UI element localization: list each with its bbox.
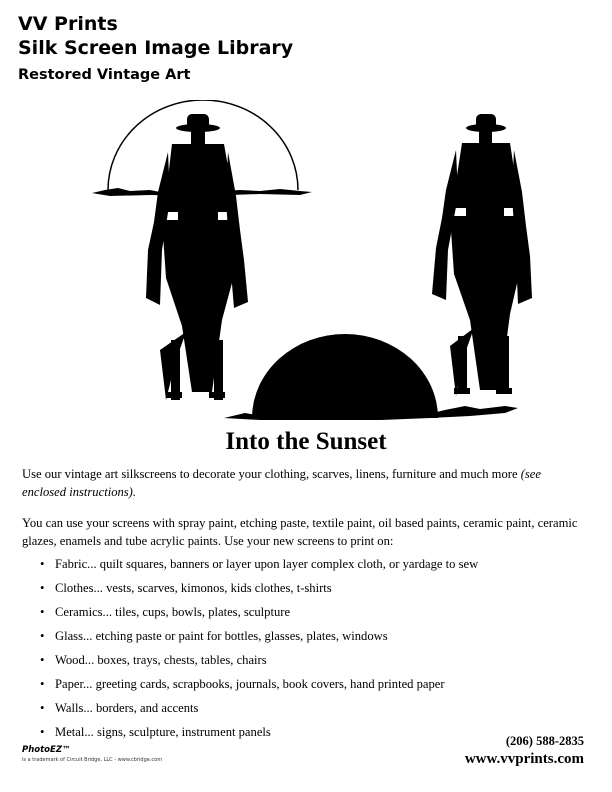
cowboy-riders-sunset-icon [0,100,612,430]
website-link[interactable]: www.vvprints.com [464,751,584,767]
design-title: Into the Sunset [225,428,387,455]
instructions-note: (see enclosed instructions). [22,467,541,499]
bullet: • [40,629,45,643]
sunset-filled [252,334,438,418]
phone-number: (206) 588-2835 [505,734,584,748]
bullet: • [40,725,45,739]
usage-paragraph: You can use your screens with spray paint, etching paste, textile paint, oil based paints, ceramic paint, ceramic glazes, enamels and tube acrylic paints. Use your new screens to print on: [22,516,578,548]
brand-name: VV Prints [18,13,118,35]
bullet: • [40,701,45,715]
list-item [40,627,478,651]
list-item [40,651,478,675]
header [18,12,293,85]
list-item-text: Walls... borders, and accents [55,701,199,715]
bullet: • [40,677,45,691]
list-item [40,723,478,743]
bullet: • [40,557,45,571]
library-name: Silk Screen Image Library [18,37,294,59]
list-item-text: Wood... boxes, trays, chests, tables, chairs [55,653,267,667]
list-item [40,555,478,579]
list-item [40,579,478,603]
list-item-text: Paper... greeting cards, scrapbooks, journals, book covers, hand printed paper [55,677,445,691]
list-item-text: Ceramics... tiles, cups, bowls, plates, sculpture [55,605,291,619]
list-item [40,603,478,627]
list-item-text: Fabric... quilt squares, banners or layer upon layer complex cloth, or yardage to sew [55,557,479,571]
bullet: • [40,653,45,667]
list-item [40,699,478,723]
surface-list [40,555,478,743]
photoez-logo [22,745,162,763]
list-item [40,675,478,699]
contact-block [465,733,584,769]
list-item-text: Clothes... vests, scarves, kimonos, kids clothes, t-shirts [55,581,332,595]
trademark-note: is a trademark of Circuit Bridge, LLC - www.cbridge.com [22,757,163,763]
intro-text: Use our vintage art silkscreens to decorate your clothing, scarves, linens, furniture and much more [22,467,521,481]
bullet: • [40,581,45,595]
logo-mark: PhotoEZ™ [22,745,71,755]
right-rider [432,114,532,396]
bullet: • [40,605,45,619]
intro-paragraph [22,465,582,501]
list-item-text: Glass... etching paste or paint for bottles, glasses, plates, windows [55,629,388,643]
left-rider [146,114,248,400]
list-item-text: Metal... signs, sculpture, instrument panels [55,725,271,739]
subtitle: Restored Vintage Art [18,67,191,83]
